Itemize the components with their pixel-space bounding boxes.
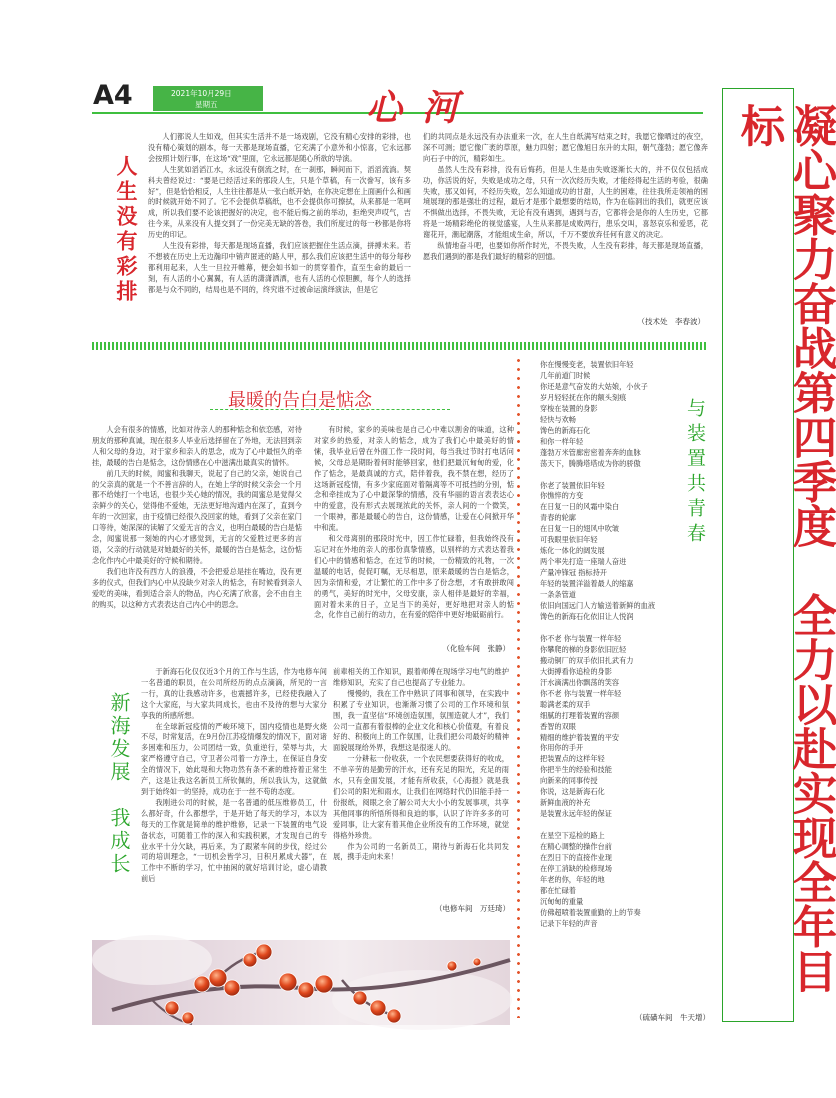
article2-signature: （化验车间 张静）	[442, 644, 510, 653]
poem-line: 是装置永远年轻的保证	[540, 809, 612, 819]
paragraph: 在全球新冠疫情的严峻环境下，国内疫情也是野火烧不尽，时常复活，在9月份江苏疫情爆发的情况下，面对诸多困难和压力，公司团结一致，负重逆行，荣辱与共，大家严格遵守自己，守卫者公司着一方净土，在保证自身安全的情况下，始此堤和大物功然有条不紊的维持着正常生产，这是让我这名新员工所钦佩的，所以我认为，这就做到于始终如一的坚持，成功在于一丝不苟的态度。	[141, 721, 327, 796]
paragraph: 我们也许没有西方人的浪漫，不会把爱总是挂在嘴边，没有更多的仪式，但我们内心中从没缺少对亲人的惦念，有时候看到亲人爱吃的美味，看到适合亲人的物品，内心充满了欣喜，会不由自主的购买，以这种方式表表达自己内心中的思念。	[92, 566, 302, 609]
article3-body-right	[333, 667, 509, 863]
article2-body-right	[314, 425, 514, 621]
poem-title: 与装置共青春	[684, 398, 706, 548]
paragraph: 作为公司的一名新员工，期待与新海石化共同发展，携手走向未来！	[333, 841, 509, 862]
paragraph: 人生没有彩排，每天都是现场直播，我们应该把握住生活点滴，拼搏未来。若不想被在历史上无边瀚印中销声匿迹的路人甲，那么我们应该把生活中的每分每秒都利用起来，人生一旦拉开帷幕，便会如书如一的贯穿着作，直至生命的最后一刻，有人活的小心翼翼，有人活的潇潇洒洒，也有人活的心惊胆颤，每个人的选择都是与众不同的，结局也是不同的，终究谁不过被命运演绎演法，但是它	[148, 241, 411, 294]
paragraph: 人生犹如滔滔江水，永远没有倒流之时，在一刹那，瞬间而下，滔滔流淌。契科夫曾经说过：“要是已经活过来的那段人生，只是个草稿，有一次誊写，该有多好”，但是恰恰相反，人生往往都是从一张白纸开始，在你决定想在上面画什么和画的时候就开始不同了。它不会提供草稿纸，也不会提供你可擦拭，从来都是一笔呵成，所以我们要不论该把握好的决定，也不能后悔之前的举动，拒绝突声哎气，吉往今来，从来没有人提交到了一份完美无缺的答卷，我们所度过的每一秒都是你将历史的印记。	[148, 164, 411, 240]
header-date-bar	[153, 86, 263, 111]
header-weekday: 星期五	[195, 100, 218, 109]
masthead-title: 心河	[366, 87, 479, 129]
poem-line: 在停工消缺的检修现场	[540, 863, 612, 873]
article1-title: 人生没有彩排	[114, 155, 138, 305]
poem-line: 聪满老柔的双手	[540, 699, 591, 709]
poem-line: 年老的你，年轻的地	[540, 874, 605, 884]
poem-line: 精细的维护着装置的平安	[540, 732, 620, 742]
poem-line: 细腻的打理着装置的容颜	[540, 710, 620, 720]
poem-line: 你说，这是新海石化	[540, 787, 605, 797]
article2-title-underline	[210, 409, 450, 410]
poem-line: 几年前道门时候	[540, 370, 591, 380]
poem-line: 向新来的同事传授	[540, 776, 598, 786]
poem-line: 荡天下，腾腾塔塔成为你的骄傲	[540, 458, 641, 468]
paragraph: 人们都说人生如戏，但其实生活并不是一场戏剧，它没有精心安排的彩排，也没有精心策划的剧本，每一天都是现场直播，它充满了小意外和小惊喜，它永远都会按照计划行事，在这场“戏”里面，它永远都是随心所欲的导演。	[148, 132, 411, 163]
article1-signature: （技术处 李春波）	[637, 317, 705, 326]
paragraph: 我刚进公司的时候，是一名普通的低压维修员工，什么都好奇，什么都想学，于是开始了每天的学习，本以为每天的工作就是简单的维护维修，记录一下装置的电气设备状态，可随着工作的深入和实践积累，才发现自己的专业水平十分欠缺，再后来，为了跟紧车间的步伐，经过公司的培训理念，“一切机会皆学习，日积月累成大器”，在工作中不断的学习，忙中抽闲的就好培训讨论，虚心请教前后	[141, 797, 327, 884]
poem-line: 和你一样年轻	[540, 436, 584, 446]
poem-line: 两个率先打造一座瑞人奋进	[540, 557, 627, 567]
berries-illustration	[92, 940, 510, 1025]
poem-line: 馋色的新海石化	[540, 425, 591, 435]
paragraph: 慢慢的，我在工作中熟识了同事和领导，在实践中积累了专业知识，也渐渐习惯了公司的工作环境和氛围，我一直坚信“环境创造氛围，氛围造就人才”，我们公司一直都有着很棒的企业文化和核心价值观，有着良好的、积极向上的工作氛围，让我们把公司最好的精神面貌展现给外界，我想这是很迷人的。	[333, 688, 509, 753]
header-date: 2021年10月29日	[171, 89, 232, 98]
poem-line: 仿佛超喷着装置重勤的上的节奏	[540, 907, 641, 917]
right-banner	[722, 88, 836, 1022]
poem-line: 新鲜血液的补充	[540, 798, 591, 808]
poem-line: 轻快与欢畅	[540, 414, 576, 424]
poem-line: 沉甸甸的重量	[540, 896, 584, 906]
poem-line: 在精心调整的操作台前	[540, 842, 612, 852]
poem-line: 在日复一日的翅风中吹皱	[540, 524, 620, 534]
poem-line: 蓬勃万米管廊密密着奔奔的血脉	[540, 447, 641, 457]
winter-berries-photo	[92, 940, 510, 1025]
poem-line: 在日复一日的风霜中染白	[540, 502, 620, 512]
poem-line: 把装置点的这样年轻	[540, 754, 605, 764]
poem-signature: （硫磺车间 牛天增）	[635, 1013, 710, 1022]
poem-line: 在星空下巡检的路上	[540, 831, 605, 841]
paragraph: 和父母离别的那段时光中，因工作忙碌着，但我始终没有忘记对在外地的亲人的那份真挚情感，以别样的方式表达着我们心中的情感和惦念，在过节的时候，一份精致的礼物，一次温暖的电话，促促叮嘱，无尽相思，原来最暖的告白是惦念，因为亲情和爱，才让繁忙的工作中多了份念想，才有敢拼敢闯的勇气，美好的时光中，父母安康，亲人相伴是最好的幸福，面对着未来的日子，立足当下的美好，更好地把对亲人的惦念，化作自己前行的动力，在有爱的陪伴中更好地砥砺前行。	[314, 534, 514, 620]
poem-line: 在烈日下的直接作业现	[540, 853, 612, 863]
poem-line: 炼化一体化的阔发展	[540, 546, 605, 556]
poem-line: 你老了装置依旧年轻	[540, 480, 605, 490]
poem-line: 香智的双眼	[540, 721, 576, 731]
poem-line: 年轻的装置洋溢着最人的缩嘉	[540, 579, 634, 589]
poem-line: 汗水滴满出你飘荡的笑容	[540, 677, 620, 687]
article1-body-left	[148, 132, 411, 296]
paragraph: 有时候，家乡的美味也是自己心中难以割舍的味道，这种对家乡的热爱，对亲人的惦念，成为了我们心中最美好的情愫，我毕业后曾在外面工作一段时间，每当我过节时打电话问候，父母总是期盼着何时能够回家，他们把最沉甸甸的爱，化作了惦念，是最真诚的方式，陪伴着我，我不禁在想，经历了这场新冠疫情，有多少家庭面对着隔离等不可抵挡的分别，惦念和牵挂成为了心中最深挚的情感，没有华丽的语言表表达心中的爱意，没有形式去展现浓此的关怀，亲人间的一个微笑，一个眼神，都是最暖心的告白，这份情感，让爱在心间掀开华中和流。	[314, 425, 514, 533]
paragraph: 前几天的时候，闻蜜和我聊天，说起了自己的父亲，她说自己的父亲真的就是一个不善言辞的人，在她上学的时候父亲会一个月都不给她打一个电话，也很少关心她的情况，我的闺蜜总是觉得父亲鲜少的关心，觉得他不爱她，无法更好地沟通内在深了，直到今年的一次回家，由于疫情已经很久没回家的她，看到了父亲在家门口等待，她深深的读解了父爱无言的含义，也明白最暖的告白是惦念，闻蜜说那一刻她的内心才感觉到，无言的父爱胜过更多的言语，父亲的行动就是对她最好的关怀，最暖的告白是惦念，这份惦念化作内心中最美好的守候和期待。	[92, 468, 302, 565]
poem-line: 你攀爬的梯的身影依旧匠轻	[540, 644, 627, 654]
poem-line: 大街搏看你追检的身影	[540, 666, 612, 676]
poem-line: 搬动铜厂的双手依旧扎武有力	[540, 655, 634, 665]
poem-line: 可我眼里依旧年轻	[540, 535, 598, 545]
poem-line: 你用你的手开	[540, 743, 584, 753]
poem-line: 产量冲锋冠 指标持开	[540, 568, 607, 578]
poem-line: 你憔悴的方变	[540, 491, 584, 501]
page-number: A4	[93, 80, 133, 111]
paragraph: 人会有很多的情感，比如对待亲人的那种惦念和依恋感，对待朋友的那种真诚，现在很多人毕业后选择留在了外地，无法回到亲人和父母的身边，对于家乡和亲人的思念，成为了心中最恒久的牵挂，最暖的告白是惦念，这份情感在心中滋满出最真实的情怀。	[92, 425, 302, 467]
article2-title: 最暖的告白是惦念	[228, 390, 372, 411]
poem-line: 依旧向国远门人方输送着新鲜的血液	[540, 601, 656, 611]
poem-line: 记录下年轻的声音	[540, 918, 598, 928]
poem-line: 你把半生的经验和技能	[540, 765, 612, 775]
article3-body-left	[141, 667, 327, 885]
article1-body-right	[423, 132, 708, 263]
poem-line: 都在忙碌着	[540, 885, 576, 895]
poem-line: 穿梭在装置的身影	[540, 403, 598, 413]
poem-line: 岁月轻轻抚在你的额头刻痕	[540, 392, 627, 402]
article2-body-left	[92, 425, 302, 610]
poem-line: 一条条管道	[540, 590, 576, 600]
poem-line: 青春的轮廓	[540, 513, 576, 523]
poem-line: 你还是意气奋发的大姑娘，小伙子	[540, 381, 648, 391]
poem-line: 你在慢慢变老，装置依旧年轻	[540, 360, 634, 369]
paragraph: 前辈相关的工作知识，跟着师傅在现场学习电气的维护维修知识，充实了自己也提高了专业能力。	[333, 667, 509, 687]
paragraph: 纵情地奋斗吧，也要如你所作时光，不畏失败，人生没有彩排，每天都是现场直播，愿我们遇到的都是我们最好的精彩的回憶。	[423, 241, 708, 261]
poem-line: 你不老 你与装置一样年轻	[540, 633, 622, 643]
paragraph: 们的共同点是永远没有办法重来一次，在人生自纸满写结束之时，我愿它像晒过的夜空，深不可测；愿它像广袤的草原，魅力四射；愿它像旭日东升的太阳，朝气蓬勃；愿它像奔向石子中的沉，精彩如生。	[423, 132, 708, 163]
banner-slogan: 凝心聚力奋战第四季度 全力以赴实现全年目标	[733, 103, 836, 993]
paragraph: 一分耕耘一份收获，一个农民想要获得好的收成，不单辛劳的是勤劳的汗水，还有充足的阳光，充足的雨水，只有金面发展，才能有所收获，《心海报》就是我们公司的阳光和雨水，让我们在网络时代仍旧能手持一份报纸，阅眼之余了解公司大大小小的发展事项，共享其他同事的所悟所得和良迫的事，认识了许许多多的可爱同事，让大家有着其他企业所没有的工作环境，就觉得格外珍贵。	[333, 754, 509, 840]
poem-dotted-border	[516, 356, 521, 1018]
article3-title: 新海发展 我成长	[107, 692, 131, 876]
paragraph: 虽然人生没有彩排，没有后悔药，但是人生是由失败逐渐长大的，并不仅仅包括成功，你活说的好，失败是成功之母，只有一次次经历失败，才能经得起生活的考验，很确失败，那又如何，不经历失败，怎么知道成功的甘甜，人生的困难，往往我所走领袖的困境展现的那是强壮的过程，最后才是那个最想要的结局，作为在临洞出的我们，就更应该不惧做出选择，不畏失败，无论有没有遇到，遇到与否，它都将会是你的人生历史，它都将是一场精彩绝伦的视觉盛宴，人生从来都是成败两行，患乐交叫，喜怒哀乐和爱恶，花谢花开，潮起潮落，才能组成生命，所以，千万不要放弃任何有意义的决定。	[423, 164, 708, 240]
poem-line: 你不老 你与装置一样年轻	[540, 688, 622, 698]
section-divider	[92, 342, 707, 350]
poem-line: 馋色的新海石化依旧让人悦润	[540, 611, 634, 621]
poem-body	[540, 360, 670, 930]
paragraph: 于新海石化仅仅近3个月的工作与生活，作为电修车间一名普通的职员，在公司所经历的点点滴滴，所见的一言一行，真的让我感动许多，也震撼许多，已经使我融入了这个大家庭，与大家共同成长，也由不及待的想与大家分享我的所感所想。	[141, 667, 327, 720]
article3-signature: （电修车间 万廷琦）	[435, 904, 510, 913]
